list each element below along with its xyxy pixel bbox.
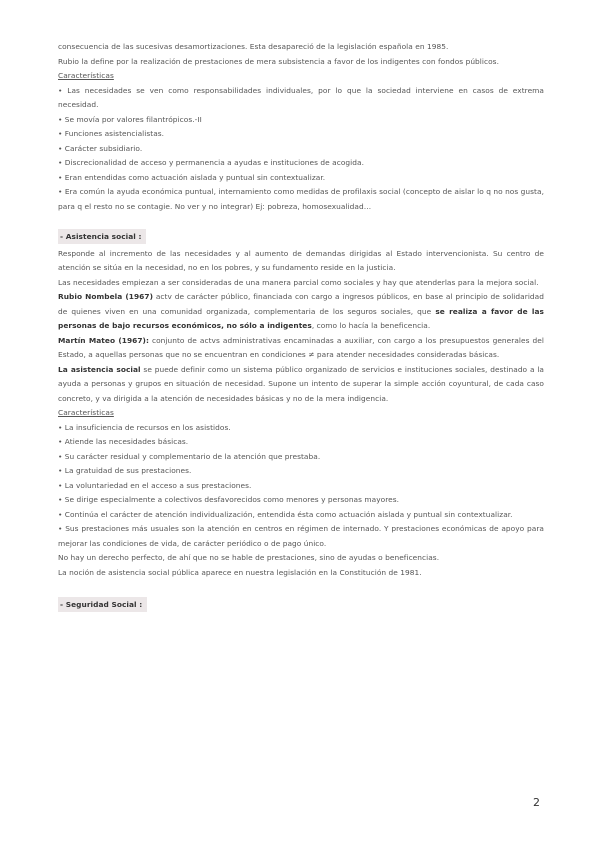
characteristics-label-2: Características (58, 408, 114, 417)
list-item: • Funciones asistencialistas. (58, 129, 165, 138)
seguridad-heading: - Seguridad Social : (58, 597, 147, 612)
asistencia-paragraph-4: La noción de asistencia social pública aparece en nuestra legislación en la Constitución de 1981. (58, 567, 422, 577)
rubio-name: Rubio Nombela (1967) (58, 292, 153, 301)
section-heading-asistencia (58, 229, 544, 245)
asistencia-definition (58, 363, 544, 407)
characteristics-label-1: Características (58, 71, 114, 80)
list-item: • Su carácter residual y complementario de la atención que prestaba. (58, 451, 321, 461)
list-item: • La voluntariedad en el acceso a sus prestaciones. (58, 480, 252, 490)
intro-line-2: Rubio la define por la realización de prestaciones de mera subsistencia a favor de los indigentes con fondos públicos. (58, 56, 499, 66)
list-item: • La gratuidad de sus prestaciones. (58, 466, 192, 475)
martin-name: Martín Mateo (1967): (58, 335, 149, 345)
list-item: • Eran entendidas como actuación aislada y puntual sin contextualizar. (58, 172, 326, 182)
list-item: • Las necesidades se ven como responsabilidades individuales, por lo que la sociedad interviene en casos de extrema necesidad. (58, 85, 544, 109)
list-item: • La insuficiencia de recursos en los asistidos. (58, 422, 231, 432)
asistencia-paragraph-2: Las necesidades empiezan a ser consideradas de una manera parcial como sociales y hay que atenderlas para la mejora social. (58, 277, 539, 287)
asistencia-heading: - Asistencia social : (58, 229, 146, 244)
page-number: 2 (533, 796, 540, 809)
martin-text: conjunto de actvs administrativas encaminadas a auxiliar, con cargo a los presupuestos generales del Estado, a aquellas personas que no se encuentran en condiciones ≠ para atender necesidades consideradas básicas. (58, 335, 544, 359)
rubio-bold: se realiza a favor de las personas de bajo recursos económicos, no sólo a indigentes (58, 306, 544, 330)
section-heading-seguridad (58, 597, 544, 613)
list-item: • Se movía por valores filantrópicos.-II (58, 114, 202, 124)
asistencia-paragraph-3: No hay un derecho perfecto, de ahí que no se hable de prestaciones, sino de ayudas o beneficencias. (58, 553, 440, 562)
list-item: • Continúa el carácter de atención individualización, entendida ésta como actuación aislada y puntual sin contextualizar. (58, 509, 513, 519)
rubio-definition (58, 290, 544, 334)
list-item: • Se dirige especialmente a colectivos desfavorecidos como menores y personas mayores. (58, 495, 400, 504)
rubio-text-b: , como lo hacía la beneficencia. (311, 321, 431, 330)
rubio-text-a: actv de carácter público, financiada con cargo a ingresos públicos, en base al principio de solidaridad de quienes viven en una comunidad organizada, complementaria de los seguros sociales, que (58, 292, 544, 316)
list-item: • Atiende las necesidades básicas. (58, 437, 189, 446)
list-item: • Carácter subsidiario. (58, 143, 143, 153)
asistencia-paragraph-1: Responde al incremento de las necesidades y al aumento de demandas dirigidas al Estado intervencionista. Su centro de atención se sitúa en la necesidad, no en los pobres, y su fundamento reside en la justicia. (58, 248, 544, 272)
definition-bold: La asistencia social (58, 364, 141, 374)
list-item: • Sus prestaciones más usuales son la atención en centros en régimen de internado. Y prestaciones económicas de apoyo para mejorar las condiciones de vida, de carácter periódico o de pago único. (58, 524, 544, 548)
intro-line-1: consecuencia de las sucesivas desamortizaciones. Esta desapareció de la legislación española en 1985. (58, 42, 449, 51)
martin-definition (58, 334, 544, 363)
document-page (58, 40, 544, 615)
list-item: • Era común la ayuda económica puntual, internamiento como medidas de profilaxis social (concepto de aislar lo q no nos gusta, para q el resto no se contagie. No ver y no integrar) Ej: pobreza, homosexualidad… (58, 187, 544, 211)
definition-text: se puede definir como un sistema público organizado de servicios e instituciones sociales, destinado a la ayuda a personas y grupos en situación de necesidad. Supone un intento de superar la simple acción coyuntural, de cada caso concreto, y va dirigida a la atención de necesidades básicas y no de la mera indigencia. (58, 364, 545, 403)
list-item: • Discrecionalidad de acceso y permanencia a ayudas e instituciones de acogida. (58, 158, 364, 167)
